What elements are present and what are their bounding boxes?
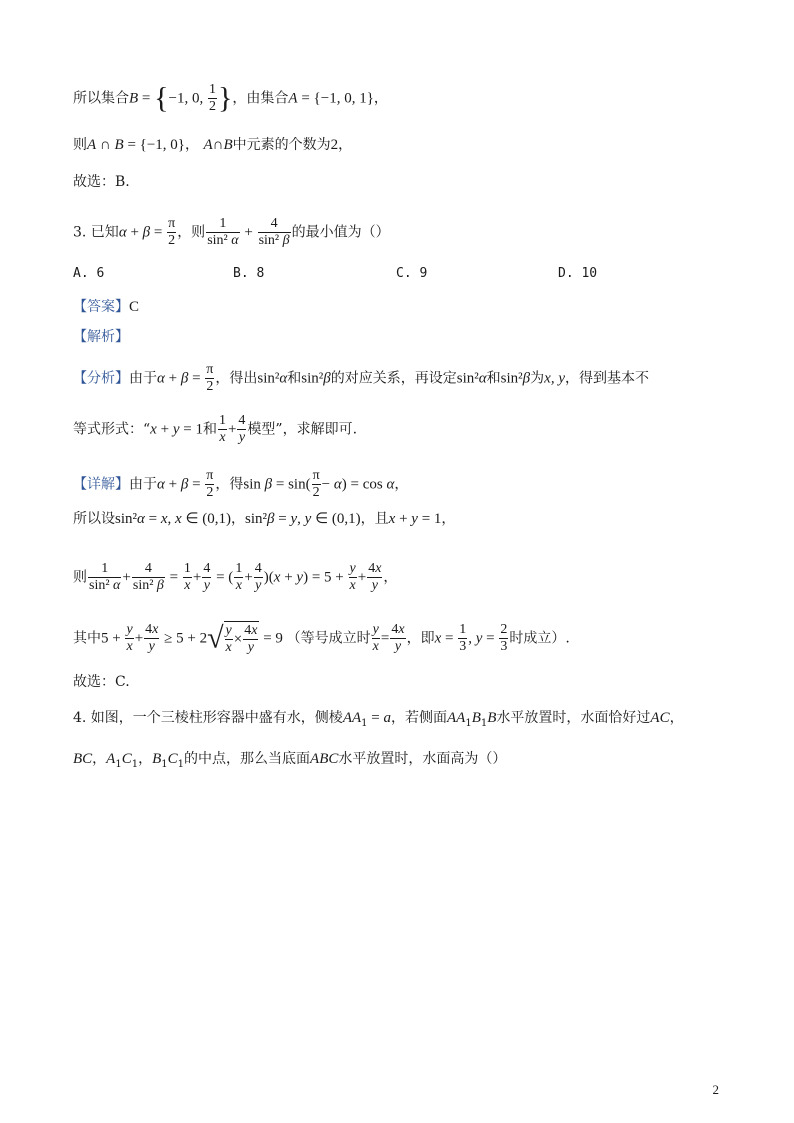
question-4-line-1: 4. 如图，一个三棱柱形容器中盛有水，侧棱$AA_1 = a$，若侧面$AA_1B_1B$水平放置时，水面恰好过AC， — [73, 710, 684, 729]
option-d: D. 10 — [558, 266, 598, 281]
xiangjie-line-4: 其中5 + $\frac{y}{x}$ + $\frac{4x}{y}$ ≥ 5 + 2√ $\frac{y}{x}$ × $\frac{4x}{y}$ = 9 （等号成立时 $\frac{y}{x}$ = $\frac{4x}{y}$ ，即x = $\frac{1}{3}$ , y = $\frac{2}{3}$ 时成立）. — [73, 621, 570, 655]
option-b: B. 8 — [233, 266, 265, 281]
question-3: 3. 已知α + β = $\frac{\pi}{2}$ ，则 $\frac{1}{\text{sin² α}}$ + $\frac{4}{\text{sin² β}}$ 的最小值为（） — [73, 216, 390, 248]
answer-line — [73, 297, 139, 317]
line-choose-b: 故选：B. — [73, 174, 130, 190]
xiangjie-line-2: 所以设sin²α = x, x ∈ (0,1)，sin²β = y, y ∈ (0,1)，且x + y = 1， — [73, 511, 456, 527]
answer-value: C — [129, 299, 140, 315]
option-c: C. 9 — [396, 266, 428, 281]
line-intersection: 则A ∩ B = {−1, 0}， A∩B中元素的个数为2， — [73, 137, 353, 153]
line-choose-c: 故选：C. — [73, 674, 130, 690]
option-a: A. 6 — [73, 266, 105, 281]
line-set-b: 所以集合B = {−1, 0, $\frac{1}{2}$ }，由集合A = {−1, 0, 1}， — [73, 81, 388, 115]
fenxi-line-2: 等式形式：“x + y = 1和 $\frac{1}{x}$ + $\frac{4}{y}$ 模型”，求解即可. — [73, 413, 358, 445]
xiangjie-line-3: 则 $\frac{1}{\text{sin² α}}$ + $\frac{4}{\text{sin² β}}$ = $\frac{1}{x}$ + $\frac{4}{y}$ = ( $\frac{1}{x}$ + $\frac{4}{y}$ )(x + y) = 5 + $\frac{y}{x}$ + $\frac{4x}{y}$ ， — [73, 561, 398, 593]
fenxi-line-1: 【分析】由于α + β = $\frac{\pi}{2}$ ，得出sin²α和sin²β的对应关系，再设定sin²α和sin²β为x, y，得到基本不 — [73, 362, 649, 394]
xiangjie-line-1: 【详解】由于α + β = $\frac{\pi}{2}$ ，得sin β = sin( $\frac{\pi}{2}$ − α) = cos α， — [73, 468, 409, 500]
analysis-line — [73, 327, 129, 347]
analysis-tag: 【解析】 — [73, 329, 129, 345]
answer-tag: 【答案】 — [73, 299, 129, 315]
page-number: 2 — [712, 1082, 719, 1097]
question-4-line-2: BC，$A_1C_1$，$B_1C_1$的中点，那么当底面ABC水平放置时，水面高为（） — [73, 751, 507, 770]
sqrt-symbol: √ $\frac{y}{x}$ × $\frac{4x}{y}$ — [207, 621, 258, 655]
